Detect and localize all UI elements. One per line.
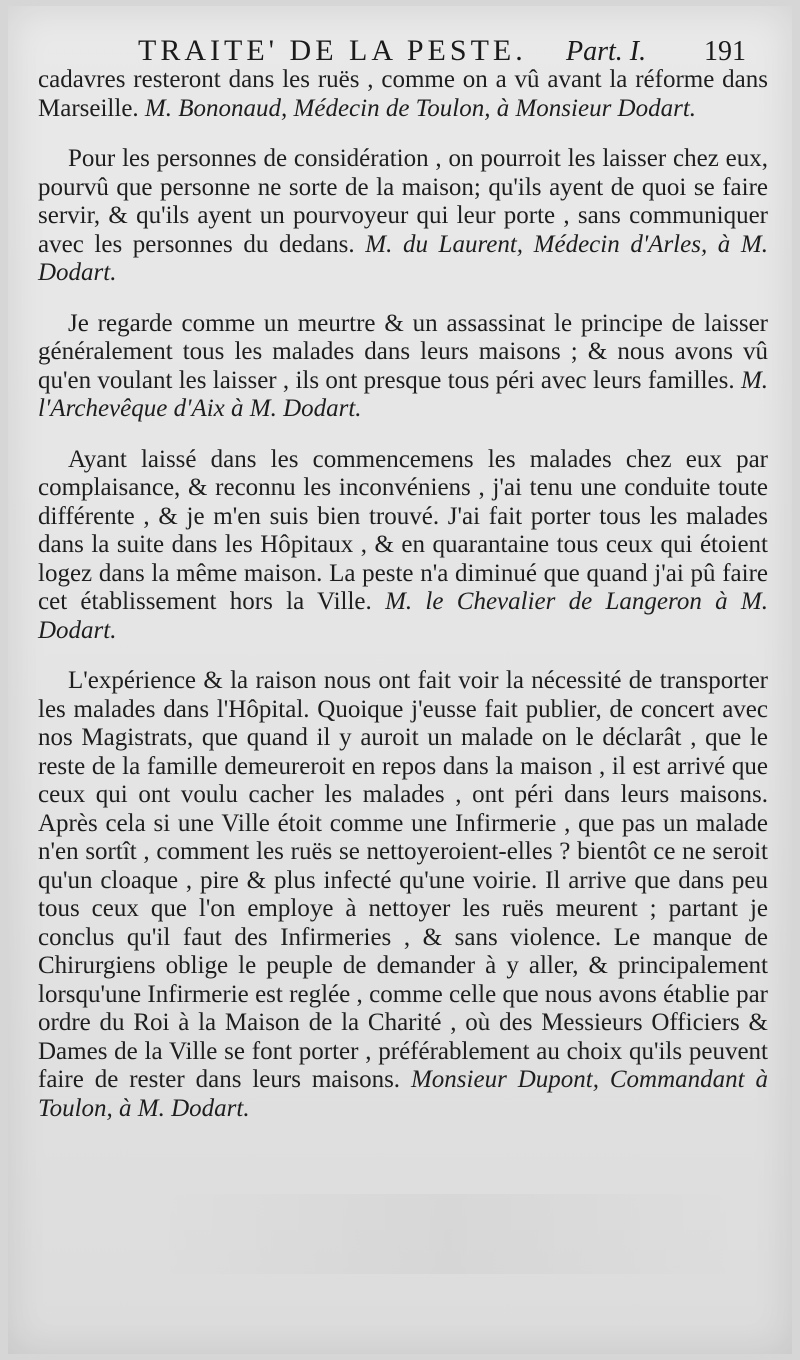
attribution: M. le Chevalier de Langeron à M. Dodart. bbox=[38, 588, 768, 644]
paragraph-text: L'expérience & la raison nous ont fait voir la nécessité de transporter les malades dans l'Hôpital. Quoique j'eusse fait publier, de concert avec nos Magistrats, que quand il y auroit un malade on le déclarât , que le reste de la famille demeureroit en repos dans la maison , il est arrivé que ceux qui ont voulu cacher les malades , ont péri dans leurs maisons. Après cela si une Ville étoit comme une Infirmerie , que pas un malade n'en sortît , comment les ruës se nettoyeroient-elles ? bientôt ce ne seroit qu'un cloaque , pire & plus infecté qu'une voirie. Il arrive que dans peu tous ceux que l'on employe à nettoyer les ruës meurent ; partant je conclus qu'il faut des Infirmeries , & sans violence. Le manque de Chirurgiens oblige le peuple de demander à y aller, & principalement lorsqu'une Infirmerie est reglée , comme celle que nous avons établie par ordre du Roi à la Maison de la Charité , où des Messieurs Officiers & Dames de la Ville se font porter , préférablement au choix qu'ils peuvent faire de rester dans leurs maisons. bbox=[38, 667, 768, 1093]
paragraph-text: Je regarde comme un meurtre & un assassinat le principe de laisser généralement tous les malades dans leurs maisons ; & nous avons vû qu'en voulant les laisser , ils ont presque tous péri avec leurs familles. bbox=[38, 309, 768, 394]
paragraph bbox=[38, 446, 768, 646]
part-label: Part. I. bbox=[566, 36, 647, 67]
attribution: M. l'Archevêque d'Aix à M. Dodart. bbox=[38, 366, 769, 422]
paragraph bbox=[38, 145, 768, 288]
paragraph bbox=[38, 66, 768, 123]
show-through-shadow bbox=[148, 1194, 748, 1274]
attribution: Monsieur Dupont, Commandant à Toulon, à M. Dodart. bbox=[38, 1066, 768, 1122]
paragraph-text: Ayant laissé dans les commencemens les malades chez eux par complaisance, & reconnu les inconvéniens , j'ai tenu une conduite toute différente , & je m'en suis bien trouvé. J'ai fait porter tous les malades dans la suite dans les Hôpitaux , & en quarantaine tous ceux qui étoient logez dans la même maison. La peste n'a diminué que quand j'ai pû faire cet établissement hors la Ville. bbox=[38, 445, 768, 615]
paragraph bbox=[38, 310, 768, 424]
book-page bbox=[8, 6, 792, 1354]
paragraph-text: Pour les personnes de considération , on pourroit les laisser chez eux, pourvû que personne ne sorte de la maison; qu'ils ayent de quoi se faire servir, & qu'ils ayent un pourvoyeur qui leur porte , sans communiquer avec les personnes du dedans. bbox=[38, 145, 768, 258]
attribution: M. Bononaud, Médecin de Toulon, à Monsieur Dodart. bbox=[144, 94, 697, 122]
running-title: TRAITE' DE LA PESTE. bbox=[138, 34, 527, 67]
paragraph-text: cadavres resteront dans les ruës , comme on a vû avant la réforme dans Marseille. bbox=[38, 66, 768, 122]
attribution: M. du Laurent, Médecin d'Arles, à M. Dodart. bbox=[38, 230, 768, 286]
page-number: 191 bbox=[704, 36, 746, 67]
page-body bbox=[38, 66, 768, 1145]
paragraph bbox=[38, 667, 768, 1123]
